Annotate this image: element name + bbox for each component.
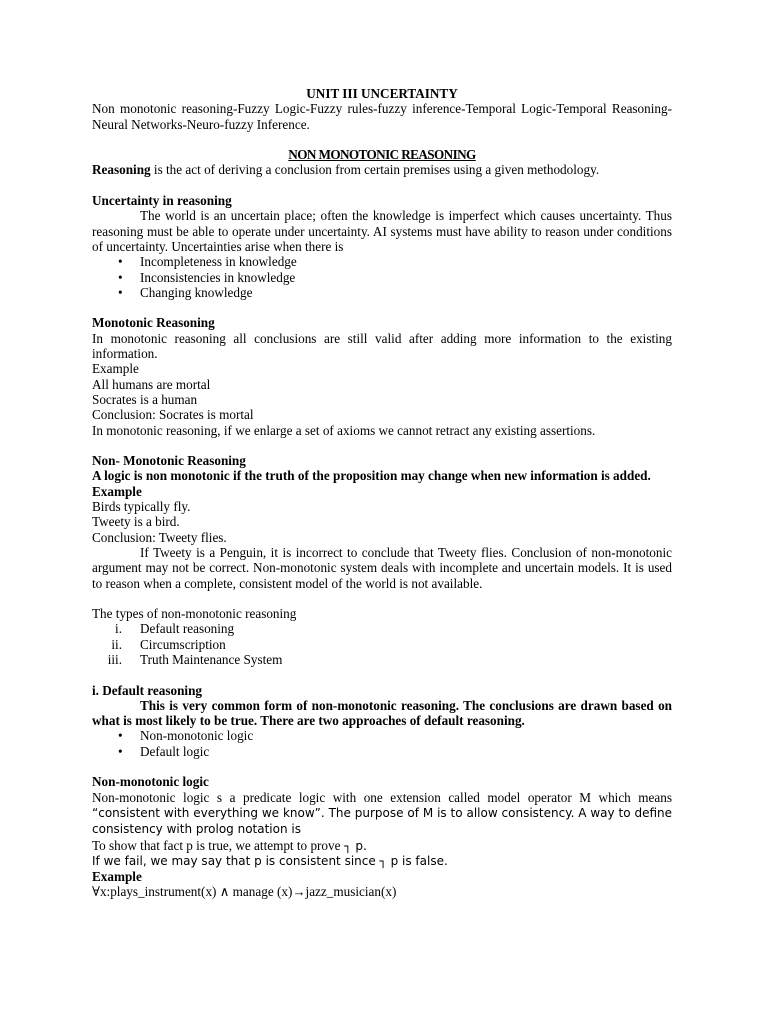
uncertainty-paragraph: The world is an uncertain place; often the knowledge is imperfect which causes uncertainty. Thus reasoning must be able to operate under uncertainty. AI systems must have ability to reason under conditions of uncertainty. Uncertainties arise when there is	[92, 208, 672, 254]
list-item: i. Default reasoning	[115, 621, 235, 637]
bullet-icon: •	[118, 743, 123, 759]
default-reasoning-paragraph: This is very common form of non-monotonic reasoning. The conclusions are drawn based on what is most likely to be true. There are two approaches of default reasoning.	[92, 697, 672, 729]
default-reasoning-heading: i. Default reasoning	[92, 682, 203, 698]
list-item: • Non-monotonic logic	[118, 728, 254, 744]
nm-logic-example-label: Example	[92, 869, 142, 885]
list-item: ii. Circumscription	[111, 636, 226, 652]
default-reasoning-bullet-list	[92, 728, 672, 759]
monotonic-heading: Monotonic Reasoning	[92, 315, 215, 331]
reasoning-definition	[92, 162, 672, 177]
non-monotonic-paragraph: If Tweety is a Penguin, it is incorrect to conclude that Tweety flies. Conclusion of non-monotonic argument may not be correct. Non-monotonic system deals with incomplete and uncertain models. It is used to reason when a complete, consistent model of the world is not available.	[92, 544, 672, 591]
unit-topics: Non monotonic reasoning-Fuzzy Logic-Fuzzy rules-fuzzy inference-Temporal Logic-Temporal Reasoning-Neural Networks-Neuro-fuzzy Inference.	[92, 101, 672, 132]
monotonic-line: In monotonic reasoning, if we enlarge a set of axioms we cannot retract any existing assertions.	[92, 422, 596, 438]
list-item: • Incompleteness in knowledge	[118, 254, 297, 270]
uncertainty-heading: Uncertainty in reasoning	[92, 193, 232, 209]
list-item: iii. Truth Maintenance System	[107, 651, 283, 667]
non-monotonic-heading: Non- Monotonic Reasoning	[92, 453, 246, 469]
monotonic-example-label: Example	[92, 361, 139, 377]
nm-logic-line: If we fail, we may say that p is consistent since ┐ p is false.	[92, 853, 448, 868]
bullet-icon: •	[118, 284, 123, 300]
bullet-icon: •	[118, 254, 123, 270]
nm-logic-paragraph: Non-monotonic logic s a predicate logic with one extension called model operator M which means “consistent with everything we know”. The purpose of M is to allow consistency. A way to define consistency with prolog notation is	[92, 789, 672, 837]
reasoning-definition-text: is the act of deriving a conclusion from certain premises using a given methodology.	[150, 162, 600, 178]
unit-title: UNIT III UNCERTAINTY	[306, 86, 458, 101]
nm-logic-heading: Non-monotonic logic	[92, 774, 209, 790]
non-monotonic-definition: A logic is non monotonic if the truth of the proposition may change when new information is added.	[92, 468, 651, 484]
non-monotonic-line: Conclusion: Tweety flies.	[92, 529, 227, 545]
nm-logic-line: To show that fact p is true, we attempt to prove ┐ p.	[92, 837, 367, 853]
non-monotonic-line: Tweety is a bird.	[92, 514, 180, 530]
document-page	[92, 86, 672, 900]
list-item: • Changing knowledge	[118, 284, 253, 300]
nm-logic-formula: ∀x:plays_instrument(x) ∧ manage (x)→jazz_musician(x)	[92, 884, 397, 900]
monotonic-line: Conclusion: Socrates is mortal	[92, 407, 254, 423]
types-list	[92, 621, 672, 667]
monotonic-line: Socrates is a human	[92, 391, 198, 407]
uncertainty-bullet-list	[92, 254, 672, 300]
non-monotonic-example-label: Example	[92, 483, 142, 499]
list-item: • Default logic	[118, 743, 210, 759]
bullet-icon: •	[118, 728, 123, 744]
list-item: • Inconsistencies in knowledge	[118, 269, 296, 285]
reasoning-term: Reasoning	[92, 162, 151, 178]
non-monotonic-line: Birds typically fly.	[92, 499, 191, 515]
monotonic-line: All humans are mortal	[92, 376, 211, 392]
monotonic-paragraph: In monotonic reasoning all conclusions are still valid after adding more information to the existing information.	[92, 330, 672, 362]
types-intro: The types of non-monotonic reasoning	[92, 606, 297, 622]
bullet-icon: •	[118, 269, 123, 285]
section-title: NON MONOTONIC REASONING	[288, 147, 476, 163]
